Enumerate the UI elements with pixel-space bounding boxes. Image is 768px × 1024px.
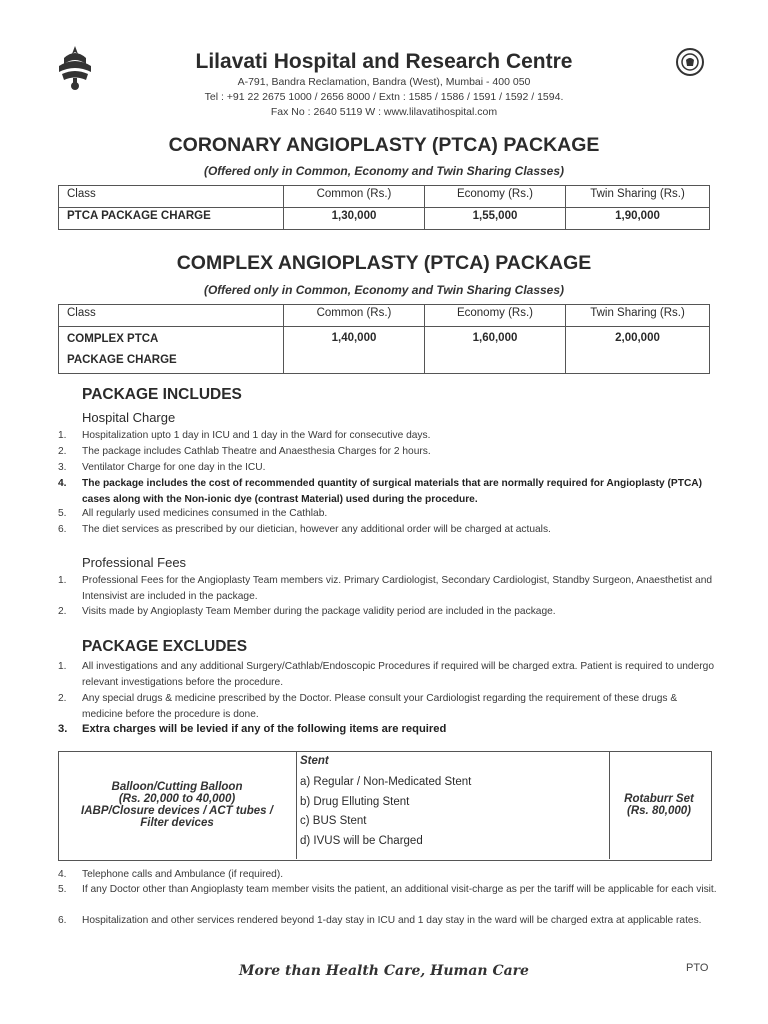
list-item — [58, 867, 718, 883]
complex-package-title: COMPLEX ANGIOPLASTY (PTCA) PACKAGE — [176, 252, 592, 274]
item-text: The package includes Cathlab Theatre and Anaesthesia Charges for 2 hours. — [82, 446, 431, 457]
col-header-economy: Economy (Rs.) — [425, 305, 566, 327]
col-header-common: Common (Rs.) — [284, 186, 425, 208]
package-excludes-heading: PACKAGE EXCLUDES — [82, 638, 248, 655]
list-item — [58, 522, 718, 538]
item-number: 1. — [58, 575, 67, 586]
list-item — [58, 573, 718, 604]
col-header-class: Class — [59, 305, 284, 327]
cell-line: IABP/Closure devices / ACT tubes / — [81, 805, 273, 817]
item-number: 1. — [58, 661, 67, 672]
price-common: 1,30,000 — [284, 208, 425, 230]
table-row — [59, 208, 710, 230]
list-item — [58, 460, 718, 476]
item-text: All regularly used medicines consumed in the Cathlab. — [82, 508, 328, 519]
list-item — [58, 659, 718, 690]
price-economy: 1,55,000 — [425, 208, 566, 230]
item-text: Professional Fees for the Angioplasty Team members viz. Primary Cardiologist, Secondary Cardiologist, Standby Surgeon, Anaesthetist and Intensivist are included in the package. — [82, 575, 713, 602]
balloon-devices-cell — [58, 751, 296, 859]
col-header-class: Class — [59, 186, 284, 208]
col-header-common: Common (Rs.) — [284, 305, 425, 327]
footer-tagline: More than Health Care, Human Care — [239, 963, 529, 979]
col-header-twin: Twin Sharing (Rs.) — [566, 305, 710, 327]
item-number: 6. — [58, 915, 67, 926]
ptca-package-title: CORONARY ANGIOPLASTY (PTCA) PACKAGE — [168, 134, 600, 156]
item-text: The package includes the cost of recommended quantity of surgical materials that are normally required for Angioplasty (PTCA) cases along with the Non-ionic dye (contrast Material) used during the procedure. — [82, 478, 703, 505]
stent-item: a) Regular / Non-Medicated Stent — [300, 776, 472, 788]
item-text: Visits made by Angioplasty Team Member during the package validity period are included in the package. — [82, 606, 556, 617]
col-header-twin: Twin Sharing (Rs.) — [566, 186, 710, 208]
complex-rate-table — [58, 304, 710, 374]
ptca-package-subtitle: (Offered only in Common, Economy and Twin Sharing Classes) — [203, 164, 565, 178]
item-text: All investigations and any additional Surgery/Cathlab/Endoscopic Procedures if required will be charged extra. Patient is required to undergo relevant investigations before the procedure. — [82, 661, 714, 688]
list-item — [58, 882, 718, 898]
list-item — [58, 691, 718, 722]
cell-line: Balloon/Cutting Balloon — [111, 781, 243, 793]
item-number: 2. — [58, 446, 67, 457]
row-label — [59, 327, 284, 374]
item-text: Ventilator Charge for one day in the ICU. — [82, 462, 266, 473]
price-twin: 1,90,000 — [566, 208, 710, 230]
hospital-address: A-791, Bandra Reclamation, Bandra (West), Mumbai - 400 050 — [237, 76, 531, 88]
list-item — [58, 604, 718, 620]
ptca-rate-table — [58, 185, 710, 230]
table-header-row — [59, 186, 710, 208]
list-item — [58, 444, 718, 460]
item-text: Extra charges will be levied if any of the following items are required — [82, 723, 447, 735]
col-header-economy: Economy (Rs.) — [425, 186, 566, 208]
list-item — [58, 506, 718, 522]
cell-line: (Rs. 20,000 to 40,000) — [118, 793, 236, 805]
item-text: The diet services as prescribed by our dietician, however any additional order will be charged at actuals. — [82, 524, 551, 535]
hospital-telephone: Tel : +91 22 2675 1000 / 2656 8000 / Extn : 1585 / 1586 / 1591 / 1592 / 1594. — [204, 91, 564, 103]
item-text: Hospitalization and other services rendered beyond 1-day stay in ICU and 1 day stay in the ward will be charged extra at applicable rates. — [82, 915, 702, 926]
row-label: PTCA PACKAGE CHARGE — [59, 208, 284, 230]
price-common: 1,40,000 — [284, 327, 425, 374]
row-label-line-2: PACKAGE CHARGE — [67, 354, 177, 366]
stent-item: c) BUS Stent — [300, 815, 367, 827]
table-header-row — [59, 305, 710, 327]
complex-package-subtitle: (Offered only in Common, Economy and Twin Sharing Classes) — [203, 283, 565, 297]
item-number: 4. — [58, 478, 67, 489]
item-number: 3. — [58, 462, 67, 473]
stent-heading: Stent — [300, 755, 329, 767]
item-number: 1. — [58, 430, 67, 441]
item-number: 3. — [58, 723, 68, 735]
professional-fees-heading: Professional Fees — [82, 555, 187, 570]
cell-line: (Rs. 80,000) — [627, 805, 691, 817]
item-text: If any Doctor other than Angioplasty team member visits the patient, an additional visit-charge as per the tariff will be applicable for each visit. — [82, 884, 717, 895]
package-includes-heading: PACKAGE INCLUDES — [82, 386, 242, 403]
item-number: 6. — [58, 524, 67, 535]
hospital-charge-heading: Hospital Charge — [82, 410, 176, 425]
item-number: 5. — [58, 884, 67, 895]
rotaburr-cell — [608, 751, 710, 859]
list-item — [58, 722, 718, 738]
item-text: Hospitalization upto 1 day in ICU and 1 day in the Ward for consecutive days. — [82, 430, 431, 441]
pto-label: PTO — [686, 962, 709, 974]
item-text: Telephone calls and Ambulance (if required). — [82, 869, 284, 880]
list-item — [58, 428, 718, 444]
cell-line: Rotaburr Set — [624, 793, 694, 805]
cell-line: Filter devices — [140, 817, 214, 829]
price-economy: 1,60,000 — [425, 327, 566, 374]
hospital-name: Lilavati Hospital and Research Centre — [195, 50, 573, 73]
price-twin: 2,00,000 — [566, 327, 710, 374]
hospital-fax-web: Fax No : 2640 5119 W : www.lilavatihospital.com — [270, 106, 498, 118]
table-row — [59, 327, 710, 374]
item-number: 4. — [58, 869, 67, 880]
row-label-line-1: COMPLEX PTCA — [67, 333, 159, 345]
stent-item: b) Drug Elluting Stent — [300, 796, 410, 808]
item-number: 2. — [58, 606, 67, 617]
item-text: Any special drugs & medicine prescribed by the Doctor. Please consult your Cardiologist regarding the requirement of these drugs & medicine before the procedure is done. — [82, 693, 678, 720]
item-number: 2. — [58, 693, 67, 704]
list-item — [58, 913, 718, 929]
stent-item: d) IVUS will be Charged — [300, 835, 423, 847]
item-number: 5. — [58, 508, 67, 519]
list-item — [58, 476, 718, 507]
